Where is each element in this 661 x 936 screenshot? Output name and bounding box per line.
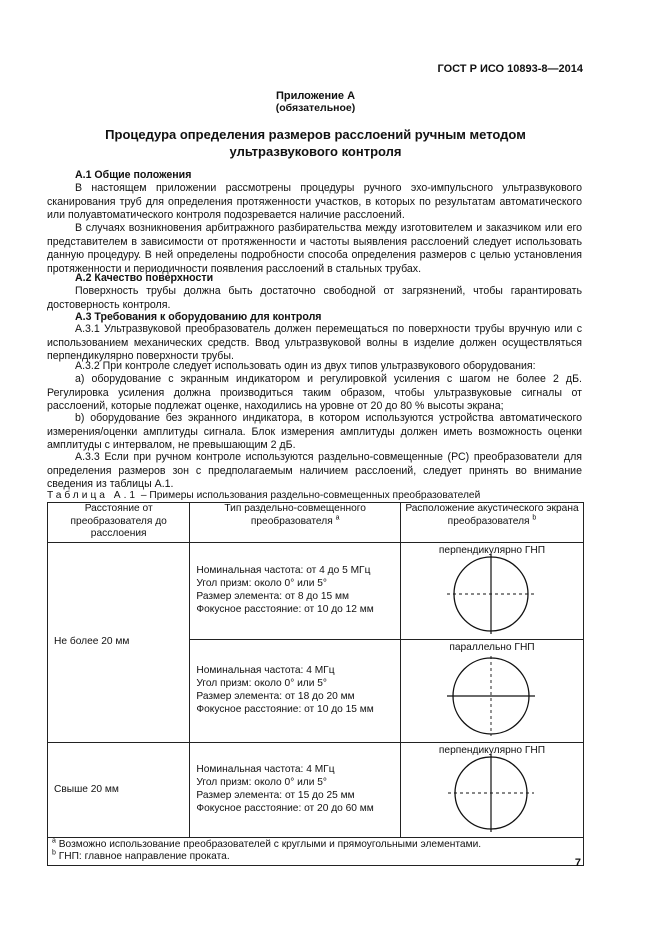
footnote-a: $^a$ Возможно использование преобразователей с круглыми и прямоугольными элементами. [52, 837, 482, 850]
screen-parallel-diagram [401, 640, 583, 738]
spec-element-size: Размер элемента: от 18 до 20 мм [196, 690, 355, 702]
distance-cell: Не более 20 мм [48, 543, 190, 743]
spec-angle: Угол призм: около 0° или 5° [196, 776, 327, 788]
spec-focal-distance: Фокусное расстояние: от 10 до 15 мм [196, 703, 374, 715]
table-row [48, 743, 584, 838]
spec-focal-distance: Фокусное расстояние: от 10 до 12 мм [196, 603, 374, 615]
section-a2-title: А.2 Качество поверхности [75, 272, 214, 284]
spec-focal-distance: Фокусное расстояние: от 20 до 60 мм [196, 802, 374, 814]
section-a3-title: А.3 Требования к оборудованию для контроля [75, 311, 322, 323]
specs-cell [190, 543, 401, 640]
section-a32-item-a: а) оборудование с экранным индикатором и регулировкой усиления с шагом не более 2 дБ. Регулировка усиления должна производиться таким образом, чтобы ультразвуковые сигналы от расслоений, которые подлежат оценке, находились на уровне от 20 до 80 % высоты экрана; [47, 373, 582, 413]
orientation-label: перпендикулярно ГНП [438, 545, 546, 556]
page-number: 7 [574, 857, 581, 869]
header-screen-position: Расположение акустического экрана преобразователя $^b$ [400, 503, 583, 543]
spec-element-size: Размер элемента: от 8 до 15 мм [196, 590, 350, 602]
footnote-mark-b: b [532, 514, 537, 522]
diagram-cell [400, 639, 583, 743]
spec-frequency: Номинальная частота: 4 МГц [196, 665, 335, 677]
diagram-cell [400, 743, 583, 838]
footnote-b: $^b$ ГНП: главное направление проката. [52, 849, 230, 862]
section-a31: А.3.1 Ультразвуковой преобразователь должен перемещаться по поверхности трубы вручную или с использованием механических средств. Ввод ультразвуковой волны в изделие должен осуществляться перпендикулярно поверхности трубы. [47, 323, 582, 363]
section-a2-paragraph: Поверхность трубы должна быть достаточно свободной от загрязнений, чтобы гарантировать достоверность контроля. [47, 285, 582, 311]
orientation-label: параллельно ГНП [449, 641, 535, 653]
specs-cell [190, 743, 401, 838]
section-a1-paragraph-2: В случаях возникновения арбитражного разбирательства между изготовителем и заказчиком или его представителем в зависимости от протяженности и частоты выявления расслоений следует использовать данную процедуру. В ней определены подробности способа определения размеров с целью установления протяженности и периодичности появления расслоений в стальных трубах. [47, 222, 582, 275]
appendix-title: Приложение А [275, 90, 356, 102]
section-a32: А.3.2 При контроле следует использовать один из двух типов ультразвукового оборудования: [75, 360, 536, 372]
table-footnotes [48, 837, 584, 865]
header-distance: Расстояние от преобразователя до расслоения [48, 503, 190, 543]
section-a32-item-b: b) оборудование без экранного индикатора, в котором используются устройства автоматического измерения/оценки амплитуды сигнала. Блок измерения амплитуды должен иметь возможность оценки амплитуды с интервалом, не превышающим 2 дБ. [47, 412, 582, 452]
appendix-status: (обязательное) [275, 102, 356, 114]
spec-frequency: Номинальная частота: от 4 до 5 МГц [196, 565, 371, 577]
heading-line-2: ультразвукового контроля [229, 144, 402, 159]
diagram-cell [400, 543, 583, 640]
header-transducer-type: Тип раздельно-совмещенного преобразователя $^a$ [190, 503, 401, 543]
orientation-label: перпендикулярно ГНП [438, 745, 546, 756]
table-caption-number: Таблица А.1 [47, 490, 139, 501]
table-caption-text: – Примеры использования раздельно-совмещенных преобразователей [138, 490, 481, 501]
spec-frequency: Номинальная частота: 4 МГц [196, 764, 335, 776]
spec-angle: Угол призм: около 0° или 5° [196, 577, 327, 589]
table-row [48, 543, 584, 640]
specs-cell [190, 639, 401, 743]
distance-cell: Свыше 20 мм [48, 743, 190, 838]
document-code: ГОСТ Р ИСО 10893-8—2014 [437, 63, 583, 75]
transducer-table [47, 502, 584, 866]
heading-line-1: Процедура определения размеров расслоений ручным методом [105, 127, 526, 142]
section-a1-title: А.1 Общие положения [75, 169, 192, 181]
table-header-row [48, 503, 584, 543]
section-a33: А.3.3 Если при ручном контроле используются раздельно-совмещенные (РС) преобразователи для определения размеров зон с предполагаемым наличием расслоений, следует принять во внимание сведения из таблицы А.1. [47, 451, 582, 491]
page-heading [47, 126, 584, 160]
footnote-mark-a: a [335, 514, 340, 522]
spec-angle: Угол призм: около 0° или 5° [196, 677, 327, 689]
spec-element-size: Размер элемента: от 15 до 25 мм [196, 789, 355, 801]
section-a1-paragraph-1: В настоящем приложении рассмотрены процедуры ручного эхо-импульсного ультразвукового сканирования труб для определения протяженности участков, в которых по результатам автоматического или полуавтоматического контроля подозревается наличие расслоений. [47, 182, 582, 222]
table-footnotes-row [48, 837, 584, 865]
table-caption [47, 490, 480, 501]
